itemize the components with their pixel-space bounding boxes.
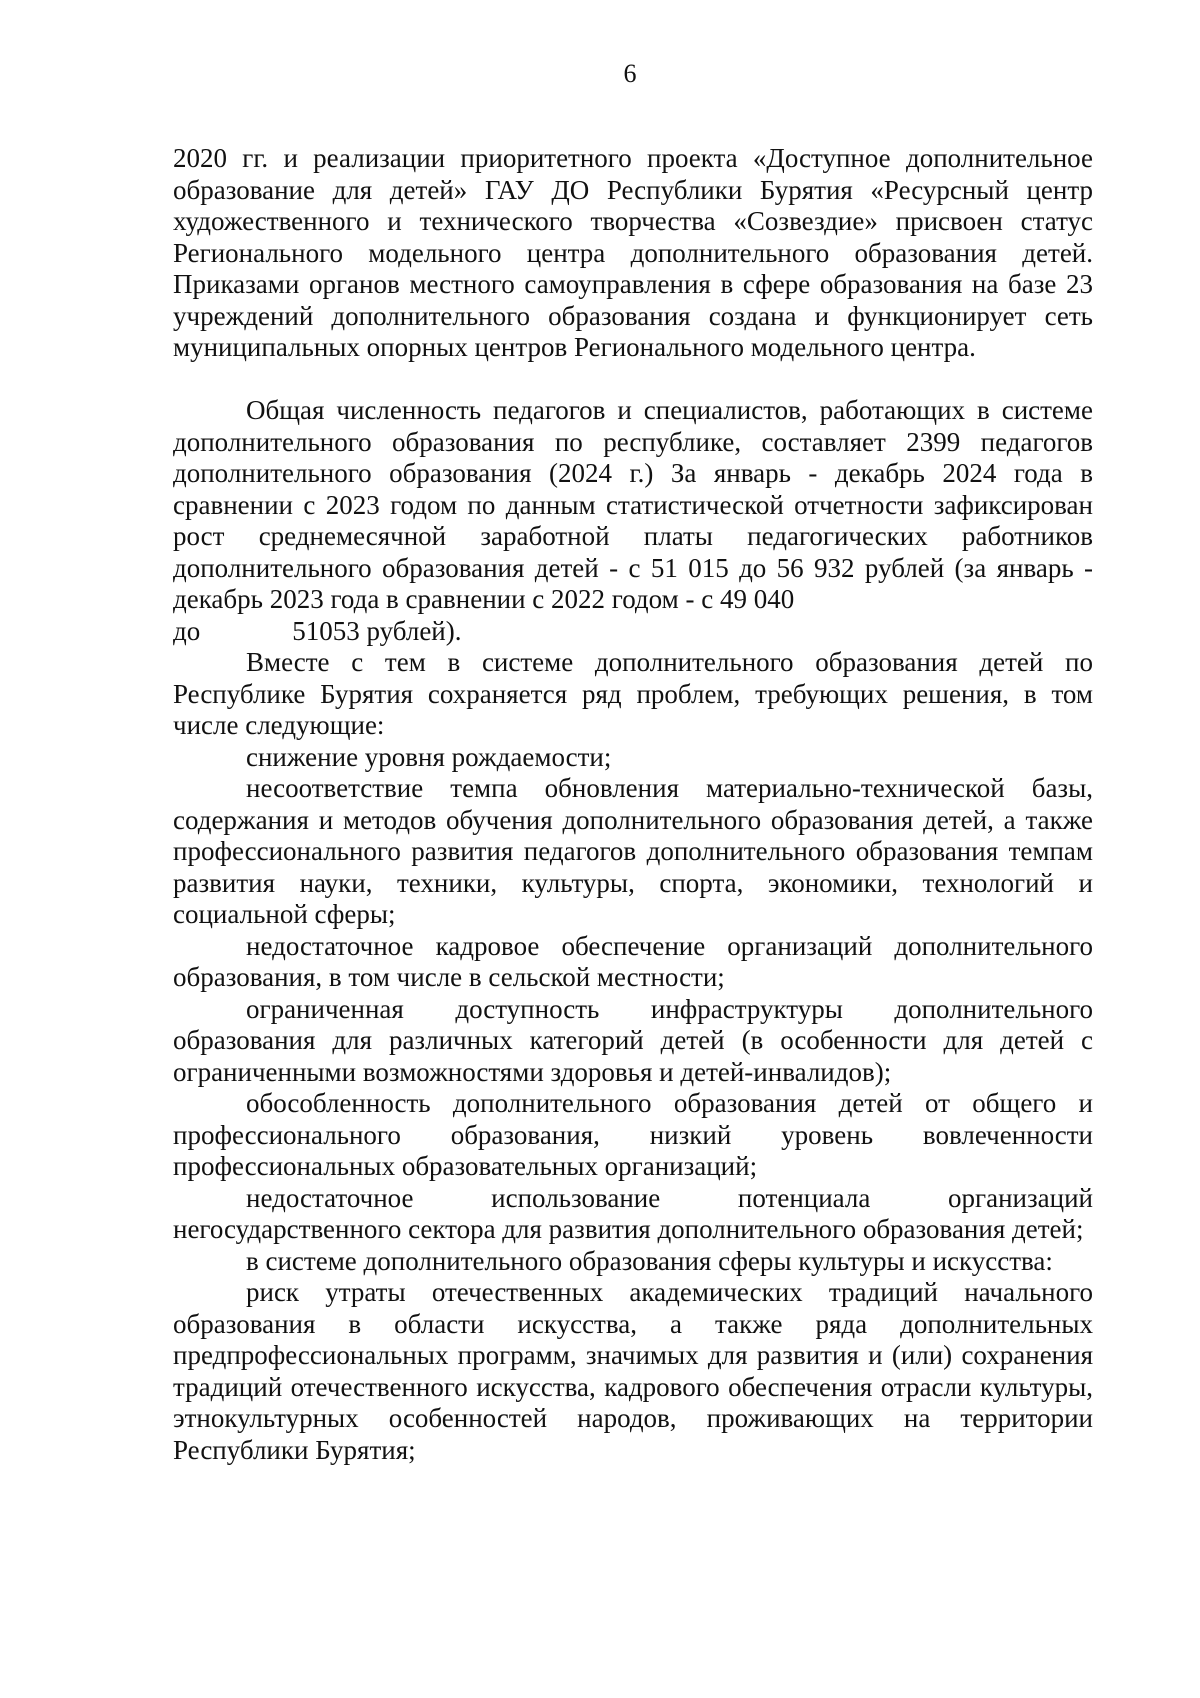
continuation-paragraph: 2020 гг. и реализации приоритетного проекта «Доступное дополнительное образование для детей» ГАУ ДО Республики Бурятия «Ресурсный центр художественного и технического творчества «Созвездие» присвоен статус Регионального модельного центра дополнительного образования детей. Приказами органов местного самоуправления в сфере образования на базе 23 учреждений дополнительного образования создана и функционирует сеть муниципальных опорных центров Регионального модельного центра. [173, 143, 1093, 362]
problem-item: несоответствие темпа обновления материально-технической базы, содержания и методов обучения дополнительного образования детей, а также профессионального развития педагогов дополнительного образования темпам развития науки, техники, культуры, спорта, экономики, технологий и социальной сферы; [173, 773, 1093, 929]
problem-item: риск утраты отечественных академических традиций начального образования в области искусства, а также ряда дополнительных предпрофессиональных программ, значимых для развития и (или) сохранения традиций отечественного искусства, кадрового обеспечения отрасли культуры, этнокультурных особенностей народов, проживающих на территории Республики Бурятия; [173, 1277, 1093, 1465]
staff-statistics-paragraph: Общая численность педагогов и специалистов, работающих в системе дополнительного образования по республике, составляет 2399 педагогов дополнительного образования (2024 г.) За январь - декабрь 2024 года в сравнении с 2023 годом по данным статистической отчетности зафиксирован рост среднемесячной заработной платы педагогических работников дополнительного образования детей - с 51 015 до 56 932 рублей (за январь - декабрь 2023 года в сравнении с 2022 годом - с 49 040 [173, 395, 1093, 614]
problem-item: недостаточное кадровое обеспечение организаций дополнительного образования, в том числе в сельской местности; [173, 930, 1093, 992]
page-number: 6 [623, 59, 637, 88]
tail-amount: 51053 рублей). [292, 615, 462, 646]
problem-item: снижение уровня рождаемости; [246, 741, 612, 772]
continuation-paragraph-block [173, 143, 1093, 364]
problem-item: обособленность дополнительного образования детей от общего и профессионального образования, низкий уровень вовлеченности профессиональных образовательных организаций; [173, 1088, 1093, 1181]
tail-word: до [173, 615, 201, 646]
culture-section-heading: в системе дополнительного образования сферы культуры и искусства: [246, 1245, 1053, 1276]
staff-statistics-tail-line [173, 616, 1093, 648]
problem-item: недостаточное использование потенциала организаций негосударственного сектора для развития дополнительного образования детей; [173, 1182, 1093, 1244]
problems-intro-paragraph: Вместе с тем в системе дополнительного образования детей по Республике Бурятия сохраняется ряд проблем, требующих решения, в том числе следующие: [173, 647, 1093, 740]
main-text-block [173, 395, 1093, 1466]
problem-item: ограниченная доступность инфраструктуры дополнительного образования для различных категорий детей (в особенности для детей с ограниченными возможностями здоровья и детей-инвалидов); [173, 993, 1093, 1087]
